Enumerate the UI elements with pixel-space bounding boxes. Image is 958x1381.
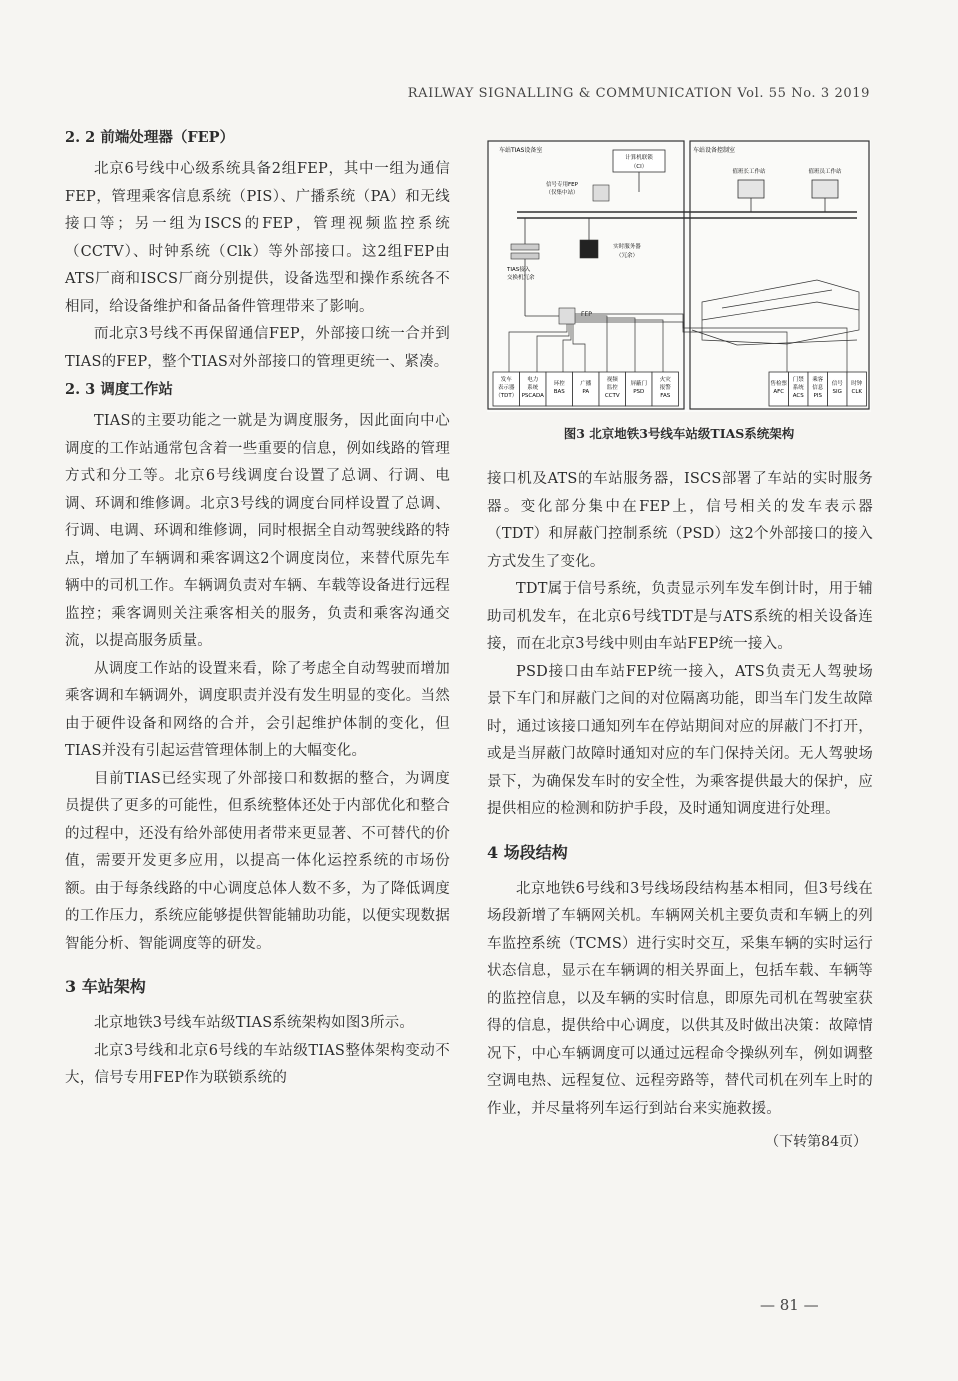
paragraph: 北京3号线和北京6号线的车站级TIAS整体架构变动不大，信号专用FEP作为联锁系统的	[65, 1042, 450, 1086]
switch-icon-a	[511, 244, 539, 250]
right-interface-row	[769, 372, 867, 406]
interface-label: CCTV	[604, 393, 620, 399]
interface-label: 系统	[527, 385, 539, 391]
signal-fep-icon	[593, 185, 609, 201]
interface-label: PA	[582, 389, 590, 395]
fep-label: FEP	[581, 311, 592, 318]
paragraph: TDT属于信号系统，负责显示列车发车倒计时，用于辅助司机发车，在北京6号线TDT是与ATS系统的相关设备连接，而在北京3号线中则由车站FEP统一接入。	[487, 581, 873, 652]
interface-label: PSCADA	[521, 393, 544, 399]
paragraph: 目前TIAS已经实现了外部接口和数据的整合，为调度员提供了更多的可能性，但系统整体还处于内部优化和整合的过程中，还没有给外部使用者带来更显著、不可替代的价值，需要开发更多应用，以提高一体化运控系统的市场份额。由于每条线路的中心调度总体人数不多，为了降低调度的工作压力，系统应能够提供智能辅助功能，以便实现数据智能分析、智能调度等的研发。	[65, 770, 450, 952]
interface-label: 广播	[580, 381, 592, 387]
interface-label: 屏蔽门	[630, 381, 648, 387]
paragraph: 北京地铁6号线和3号线场段结构基本相同，但3号线在场段新增了车辆网关机。车辆网关机主要负责和车辆上的列车监控系统（TCMS）进行实时交互，采集车辆的实时运行状态信息，显示在车辆调的相关界面上，包括车载、车辆等的监控信息，以及车辆的实时信息，即原先司机在驾驶室获得的信息，提供给中心调度，以供其及时做出决策：故障情况下，中心车辆调度可以通过远程命令操纵列车，例如调整空调电热、远程复位、远程旁路等，替代司机在列车上时的作业，并尽量将列车运行到站台来实施救援。	[487, 880, 873, 1117]
interface-label: 环控	[553, 381, 565, 387]
interface-label: （TDT）	[495, 393, 518, 399]
interface-label: CLK	[851, 389, 863, 395]
running-header: RAILWAY SIGNALLING & COMMUNICATION Vol. 55 No. 3 2019	[407, 86, 870, 101]
section-heading: 4 场段结构	[487, 842, 568, 862]
duty-officer-label: 值班员工作站	[808, 169, 842, 175]
signal-fep-label-2: （仅集中站）	[545, 190, 579, 196]
interface-label: 监控	[606, 385, 618, 391]
paragraph: 而北京3号线不再保留通信FEP，外部接口统一合并到TIAS的FEP，整个TIAS对外部接口的管理更统一、紧凑。	[65, 326, 450, 370]
interface-label: FAS	[660, 393, 671, 399]
interface-label: AFC	[773, 389, 785, 395]
interface-label: 电力	[527, 377, 539, 383]
interface-label: PSD	[633, 389, 645, 395]
paragraph: 北京6号线中心级系统具备2组FEP，其中一组为通信FEP，管理乘客信息系统（PIS）、广播系统（PA）和无线接口等；另一组为ISCS的FEP，管理视频监控系统（CCTV）、时钟系统（Clk）等外部接口。这2组FEP由ATS厂商和ISCS厂商分别提供，设备选型和操作系统各不相同，给设备维护和备品备件管理带来了影响。	[65, 161, 450, 315]
switch-label-1: TIAS接入	[507, 267, 531, 273]
control-room-title: 车站设备控制室	[693, 147, 736, 154]
continuation-note: （下转第84页）	[765, 1134, 867, 1150]
interface-label: 售检票	[770, 381, 788, 387]
ci-label-1: 计算机联锁	[625, 155, 653, 161]
interface-label: PIS	[813, 393, 822, 399]
interface-label: 时钟	[851, 381, 863, 387]
paragraph: 北京地铁3号线车站级TIAS系统架构如图3所示。	[94, 1015, 415, 1031]
left-column	[65, 126, 450, 1093]
switch-icon-b	[511, 253, 539, 259]
right-column	[487, 466, 873, 1151]
duty-officer-monitor-icon	[812, 180, 838, 198]
realtime-server-icon	[580, 240, 598, 258]
paragraph: 从调度工作站的设置来看，除了考虑全自动驾驶而增加乘客调和车辆调外，调度职责并没有发生明显的变化。当然由于硬件设备和网络的合并，会引起维护体制的变化，但TIAS并没有引起运营管理体制上的大幅变化。	[65, 660, 450, 759]
paragraph: 接口机及ATS的车站服务器，ISCS部署了车站的实时服务器。变化部分集中在FEP上，信号相关的发车表示器（TDT）和屏蔽门控制系统（PSD）这2个外部接口的接入方式发生了变化。	[487, 471, 873, 570]
platform-sketch	[692, 280, 859, 345]
signal-fep-label-1: 信号专用FEP	[546, 182, 578, 188]
interface-label: 视频	[606, 377, 618, 383]
realtime-server-label-1: 实时服务器	[613, 244, 641, 250]
duty-chief-monitor-icon	[738, 180, 764, 198]
interface-label: 表示器	[497, 385, 515, 391]
left-interface-row	[493, 372, 679, 406]
interface-label: 信息	[812, 385, 824, 391]
interface-label: 门禁	[792, 377, 804, 383]
tias-room-title: 车站TIAS设备室	[499, 147, 543, 154]
architecture-diagram	[487, 140, 871, 412]
paragraph: TIAS的主要功能之一就是为调度服务，因此面向中心调度的工作站通常包含着一些重要的信息，例如线路的管理方式和分工等。北京6号线调度台设置了总调、行调、电调、环调和维修调。北京3号线的调度台同样设置了总调、行调、电调、环调和维修调，同时根据全自动驾驶线路的特点，增加了车辆调和乘客调这2个调度岗位，来替代原先车辆中的司机工作。车辆调负责对车辆、车载等设备进行远程监控；乘客调则关注乘客相关的服务，负责和乘客沟通交流，以提高服务质量。	[65, 413, 450, 649]
figure-caption: 图3 北京地铁3号线车站级TIAS系统架构	[563, 426, 795, 441]
section-heading: 2. 3 调度工作站	[65, 381, 173, 398]
section-heading: 3 车站架构	[65, 977, 146, 996]
figure-3	[487, 140, 871, 412]
interface-label: BAS	[553, 389, 565, 395]
interface-label: 火灾	[659, 377, 671, 383]
interface-label: 报警	[659, 385, 671, 391]
ci-label-2: （CI）	[630, 164, 648, 170]
switch-label-2: 交换机冗余	[507, 275, 535, 281]
control-room-box	[690, 141, 869, 409]
paragraph: PSD接口由车站FEP统一接入，ATS负责无人驾驶场景下车门和屏蔽门之间的对位隔离功能，即当车门发生故障时，通过该接口通知列车在停站期间对应的屏蔽门不打开，或是当屏蔽门故障时通知对应的车门保持关闭。无人驾驶场景下，为确保发车时的安全性，为乘客提供最大的保护，应提供相应的检测和防护手段，及时通知调度进行处理。	[487, 663, 873, 817]
interface-label: 系统	[792, 385, 804, 391]
duty-chief-label: 值班长工作站	[732, 169, 766, 175]
interface-label: SIG	[832, 389, 842, 395]
realtime-server-label-2: （冗余）	[615, 253, 639, 259]
interface-label: 信号	[831, 381, 843, 387]
interface-label: ACS	[792, 393, 804, 399]
page-number: — 81 —	[760, 1296, 819, 1314]
section-heading: 2. 2 前端处理器（FEP）	[65, 129, 235, 146]
fep-icon	[559, 308, 575, 324]
interface-label: 发车	[500, 377, 512, 383]
interface-label: 乘客	[812, 377, 824, 383]
